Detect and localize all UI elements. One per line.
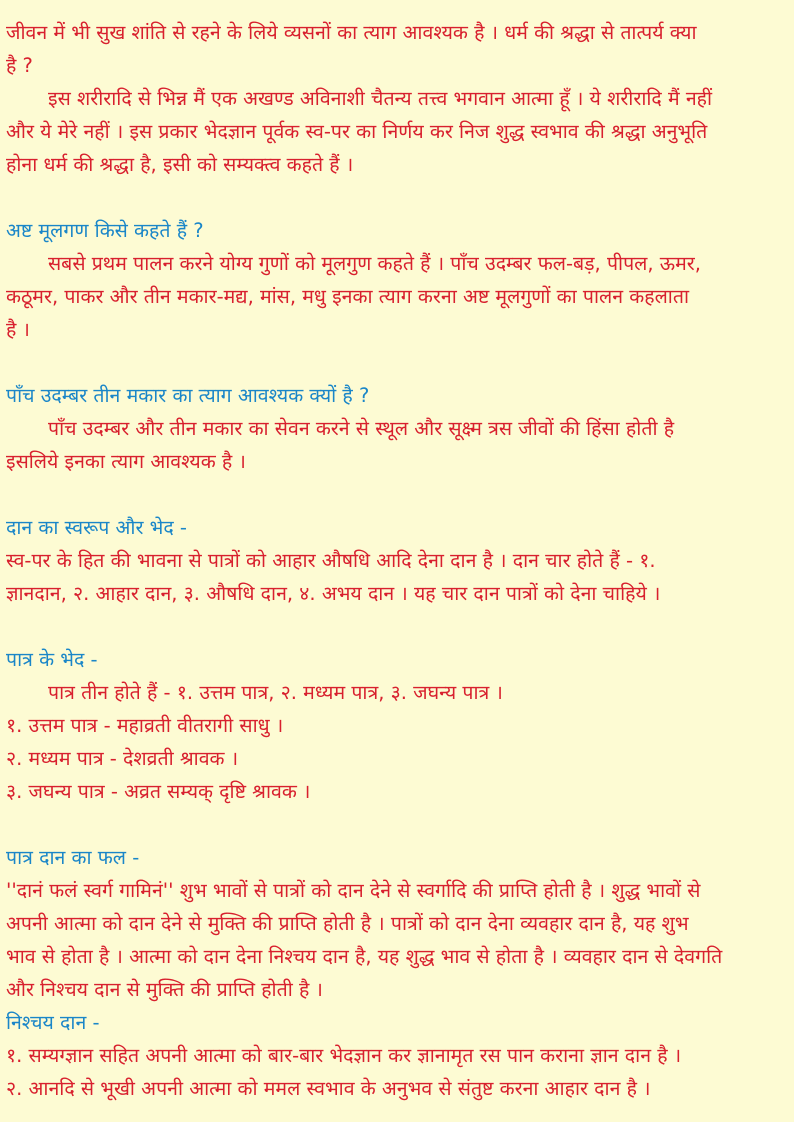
phal-section bbox=[6, 841, 788, 1006]
nishchay-section bbox=[6, 1006, 788, 1105]
udambar-section bbox=[6, 379, 788, 478]
section-heading: पाँच उदम्बर तीन मकार का त्याग आवश्यक क्यों है ? bbox=[6, 384, 370, 407]
paragraph-line: ज्ञानदान, २. आहार दान, ३. औषधि दान, ४. अभय दान । यह चार दान पात्रों को देना चाहिये । bbox=[6, 582, 661, 605]
paragraph-line: अपनी आत्मा को दान देने से मुक्ति की प्राप्ति होती है । पात्रों को दान देना व्यवहार दान है, यह शुभ bbox=[6, 912, 689, 935]
paragraph-line: है । bbox=[6, 318, 30, 341]
paragraph-line: स्व-पर के हित की भावना से पात्रों को आहार औषधि आदि देना दान है । दान चार होते हैं - १. bbox=[6, 549, 656, 572]
paragraph-line: और ये मेरे नहीं । इस प्रकार भेदज्ञान पूर्वक स्व-पर का निर्णय कर निज शुद्ध स्वभाव की श्रद्धा अनुभूति bbox=[6, 120, 708, 143]
paragraph-line: होना धर्म की श्रद्धा है, इसी को सम्यक्त्व कहते हैं । bbox=[6, 153, 354, 176]
section-heading: पात्र दान का फल - bbox=[6, 846, 140, 869]
paragraph-line: इसलिये इनका त्याग आवश्यक है । bbox=[6, 450, 246, 473]
section-heading: निश्चय दान - bbox=[6, 1011, 100, 1034]
list-item: १. सम्यग्ज्ञान सहित अपनी आत्मा को बार-बार भेदज्ञान कर ज्ञानामृत रस पान कराना ज्ञान दान है । bbox=[6, 1044, 682, 1067]
spacer bbox=[6, 610, 788, 643]
paragraph-line: है ? bbox=[6, 54, 33, 77]
daan-section bbox=[6, 511, 788, 610]
paatra-section bbox=[6, 643, 788, 808]
section-heading: पात्र के भेद - bbox=[6, 648, 98, 671]
spacer bbox=[6, 478, 788, 511]
list-item: २. मध्यम पात्र - देशव्रती श्रावक । bbox=[6, 747, 239, 770]
paragraph-line: भाव से होता है । आत्मा को दान देना निश्चय दान है, यह शुद्ध भाव से होता है । व्यवहार दान से देवगति bbox=[6, 945, 723, 968]
paragraph-line: ''दानं फलं स्वर्ग गामिनं'' शुभ भावों से पात्रों को दान देने से स्वर्गादि की प्राप्ति होती है । शुद्ध भावों से bbox=[6, 879, 701, 902]
paragraph-line: सबसे प्रथम पालन करने योग्य गुणों को मूलगुण कहते हैं । पाँच उदम्बर फल-बड़, पीपल, ऊमर, bbox=[48, 252, 701, 275]
paragraph-line: इस शरीरादि से भिन्न मैं एक अखण्ड अविनाशी चैतन्य तत्त्व भगवान आत्मा हूँ । ये शरीरादि मैं नहीं bbox=[48, 87, 713, 110]
spacer bbox=[6, 181, 788, 214]
mulguna-section bbox=[6, 214, 788, 346]
paragraph-line: पात्र तीन होते हैं - १. उत्तम पात्र, २. मध्यम पात्र, ३. जघन्य पात्र । bbox=[48, 681, 503, 704]
list-item: २. आनदि से भूखी अपनी आत्मा को ममल स्वभाव के अनुभव से संतुष्ट करना आहार दान है । bbox=[6, 1077, 651, 1100]
section-heading: दान का स्वरूप और भेद - bbox=[6, 516, 187, 539]
paragraph-line: कठूमर, पाकर और तीन मकार-मद्य, मांस, मधु इनका त्याग करना अष्ट मूलगुणों का पालन कहलाता bbox=[6, 285, 690, 308]
spacer bbox=[6, 346, 788, 379]
spacer bbox=[6, 808, 788, 841]
paragraph-line: पाँच उदम्बर और तीन मकार का सेवन करने से स्थूल और सूक्ष्म त्रस जीवों की हिंसा होती है bbox=[48, 417, 675, 440]
paragraph-line: और निश्चय दान से मुक्ति की प्राप्ति होती है । bbox=[6, 978, 323, 1001]
section-heading: अष्ट मूलगण किसे कहते हैं ? bbox=[6, 219, 204, 242]
list-item: १. उत्तम पात्र - महाव्रती वीतरागी साधु । bbox=[6, 714, 284, 737]
paragraph-line: जीवन में भी सुख शांति से रहने के लिये व्यसनों का त्याग आवश्यक है । धर्म की श्रद्धा से तात्पर्य क्या bbox=[6, 21, 697, 44]
list-item: ३. जघन्य पात्र - अव्रत सम्यक् दृष्टि श्रावक । bbox=[6, 780, 311, 803]
intro-section bbox=[6, 16, 788, 181]
